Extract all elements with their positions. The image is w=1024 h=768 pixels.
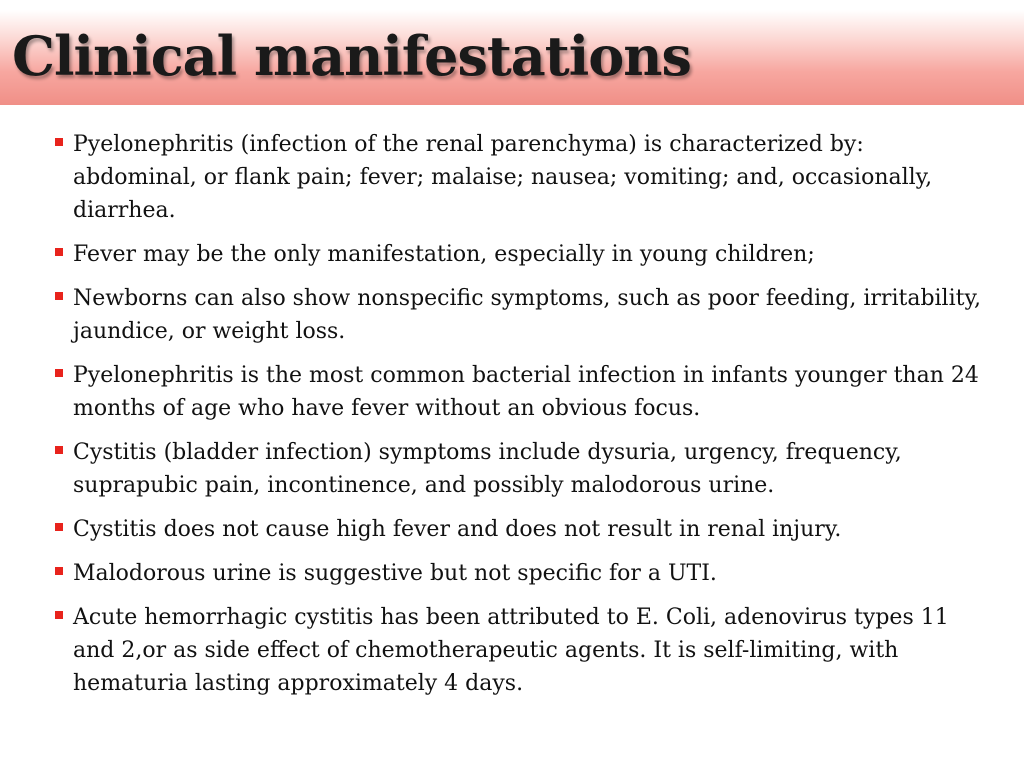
- bullet-text: Acute hemorrhagic cystitis has been attributed to E. Coli, adenovirus types 11 and 2,or as side effect of chemotherapeutic agents. It is self-limiting, with hematuria lasting approximately 4 days.: [73, 605, 949, 696]
- bullet-item: [54, 128, 989, 227]
- square-bullet-icon: [55, 138, 63, 146]
- square-bullet-icon: [55, 523, 63, 531]
- bullet-text: Fever may be the only manifestation, especially in young children;: [73, 242, 815, 267]
- bullet-text: Cystitis does not cause high fever and does not result in renal injury.: [73, 517, 842, 542]
- bullet-text: Newborns can also show nonspecific symptoms, such as poor feeding, irritability, jaundice, or weight loss.: [73, 286, 981, 344]
- square-bullet-icon: [55, 248, 63, 256]
- square-bullet-icon: [55, 611, 63, 619]
- bullet-item: [54, 282, 989, 348]
- bullet-item: [54, 359, 989, 425]
- title-band: [0, 10, 1024, 105]
- bullet-item: [54, 513, 989, 546]
- slide-title: Clinical manifestations: [12, 24, 691, 88]
- square-bullet-icon: [55, 446, 63, 454]
- bullet-item: [54, 601, 989, 700]
- bullet-text: Malodorous urine is suggestive but not specific for a UTI.: [73, 561, 717, 586]
- bullet-item: [54, 557, 989, 590]
- square-bullet-icon: [55, 292, 63, 300]
- bullet-item: [54, 436, 989, 502]
- bullet-text: Pyelonephritis is the most common bacterial infection in infants younger than 24 months of age who have fever without an obvious focus.: [73, 363, 979, 421]
- bullet-text: Pyelonephritis (infection of the renal parenchyma) is characterized by: abdominal, or flank pain; fever; malaise; nausea; vomiting; and, occasionally, diarrhea.: [73, 132, 933, 223]
- bullet-item: [54, 238, 989, 271]
- square-bullet-icon: [55, 369, 63, 377]
- bullet-list: [54, 128, 989, 711]
- square-bullet-icon: [55, 567, 63, 575]
- bullet-text: Cystitis (bladder infection) symptoms include dysuria, urgency, frequency, suprapubic pain, incontinence, and possibly malodorous urine.: [73, 440, 902, 498]
